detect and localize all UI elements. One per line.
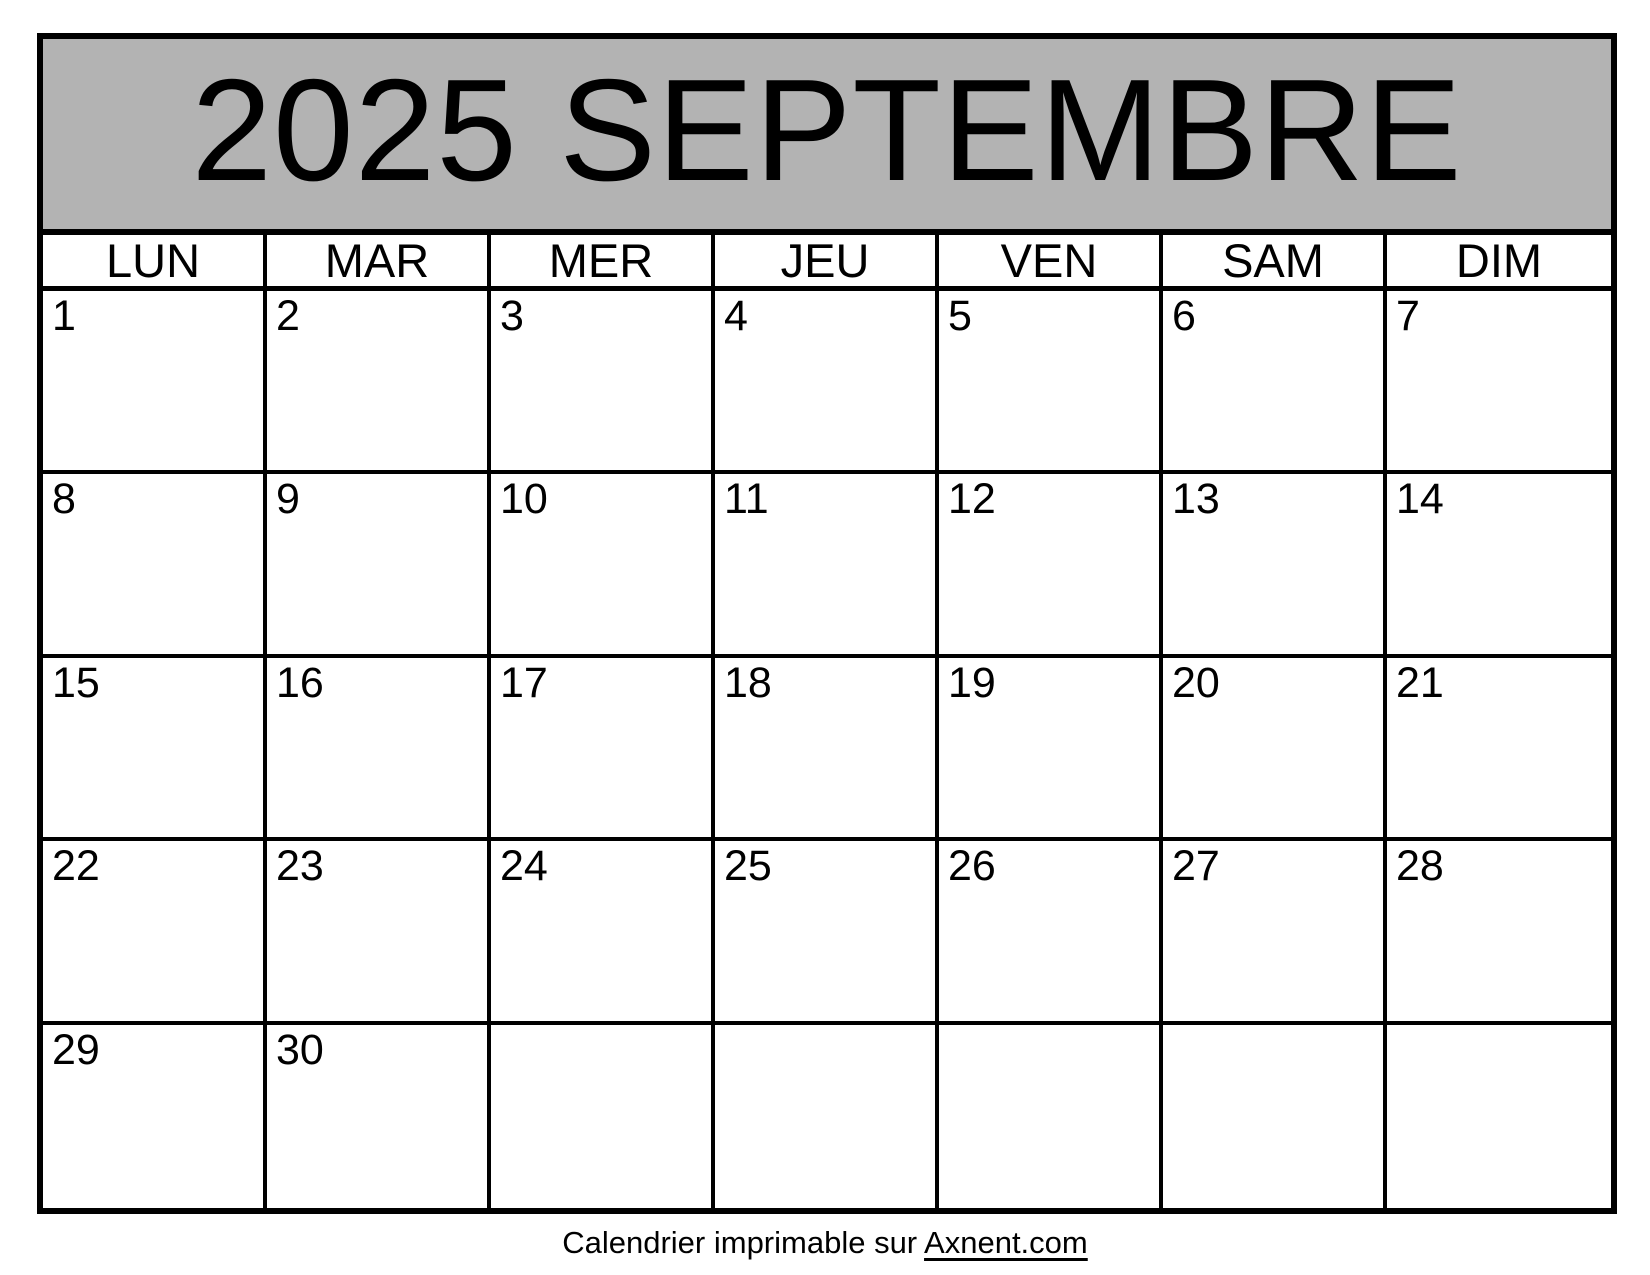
day-cell — [715, 291, 939, 474]
day-cell — [491, 1025, 715, 1208]
day-cell — [939, 1025, 1163, 1208]
calendar — [37, 33, 1617, 1214]
day-cell — [1387, 1025, 1611, 1208]
day-number: 1 — [52, 292, 76, 340]
day-number: 20 — [1172, 658, 1220, 707]
weekday-lun: LUN — [43, 235, 267, 286]
day-number: 25 — [724, 842, 772, 891]
day-cell — [715, 658, 939, 841]
day-number: 9 — [276, 475, 300, 524]
day-cell — [1387, 658, 1611, 841]
day-cell — [267, 658, 491, 841]
weekday-header-row — [43, 235, 1611, 291]
day-number: 21 — [1396, 658, 1444, 707]
day-cell — [715, 841, 939, 1024]
day-cell — [43, 474, 267, 657]
day-cell — [43, 841, 267, 1024]
calendar-title: 2025 SEPTEMBRE — [191, 48, 1463, 211]
day-number: 23 — [276, 842, 324, 891]
day-number: 30 — [276, 1025, 324, 1074]
weekday-dim: DIM — [1455, 235, 1543, 286]
day-number: 16 — [276, 658, 324, 707]
day-cell — [491, 291, 715, 474]
day-cell — [43, 1025, 267, 1208]
weekday-mar: MAR — [267, 235, 491, 286]
day-cell — [267, 474, 491, 657]
day-number: 8 — [52, 475, 76, 524]
title-banner — [43, 39, 1611, 235]
weekday-jeu: JEU — [715, 235, 939, 286]
day-cell — [43, 658, 267, 841]
weekday-ven: VEN — [939, 235, 1163, 286]
day-number: 22 — [52, 842, 100, 891]
day-cell — [491, 474, 715, 657]
day-grid — [43, 291, 1611, 1208]
day-cell — [1387, 474, 1611, 657]
day-cell — [1387, 291, 1611, 474]
day-cell — [267, 841, 491, 1024]
day-cell — [939, 474, 1163, 657]
day-number: 11 — [724, 475, 769, 524]
day-number: 17 — [500, 658, 548, 707]
day-cell — [43, 291, 267, 474]
day-number: 7 — [1396, 292, 1420, 340]
day-number: 2 — [276, 292, 300, 340]
day-cell — [267, 1025, 491, 1208]
day-number: 3 — [500, 292, 524, 340]
day-number: 29 — [52, 1025, 100, 1074]
footer — [0, 1224, 1650, 1261]
day-number: 15 — [52, 658, 100, 707]
day-number: 24 — [500, 842, 548, 891]
day-number: 27 — [1172, 842, 1220, 891]
day-number: 26 — [948, 842, 996, 891]
day-cell — [939, 841, 1163, 1024]
day-cell — [491, 658, 715, 841]
day-cell — [1163, 1025, 1387, 1208]
weekday-sam: SAM — [1163, 235, 1387, 286]
day-cell — [1163, 658, 1387, 841]
day-number: 5 — [948, 292, 972, 340]
day-number: 28 — [1396, 842, 1444, 891]
day-cell — [491, 841, 715, 1024]
day-cell — [715, 1025, 939, 1208]
day-number: 19 — [948, 658, 996, 707]
day-cell — [1163, 291, 1387, 474]
day-cell — [1163, 474, 1387, 657]
day-cell — [1163, 841, 1387, 1024]
day-number: 18 — [724, 658, 772, 707]
day-number: 6 — [1172, 292, 1196, 340]
day-number: 4 — [724, 292, 748, 340]
day-cell — [939, 291, 1163, 474]
day-cell — [715, 474, 939, 657]
day-number: 12 — [948, 475, 996, 524]
day-number: 10 — [500, 475, 548, 524]
day-number: 13 — [1172, 475, 1220, 524]
weekday-mer: MER — [491, 235, 715, 286]
footer-text: Calendrier imprimable sur — [562, 1225, 925, 1260]
day-number: 14 — [1396, 475, 1444, 524]
footer-link[interactable]: Axnent.com — [924, 1225, 1088, 1260]
day-cell — [267, 291, 491, 474]
day-cell — [1387, 841, 1611, 1024]
day-cell — [939, 658, 1163, 841]
